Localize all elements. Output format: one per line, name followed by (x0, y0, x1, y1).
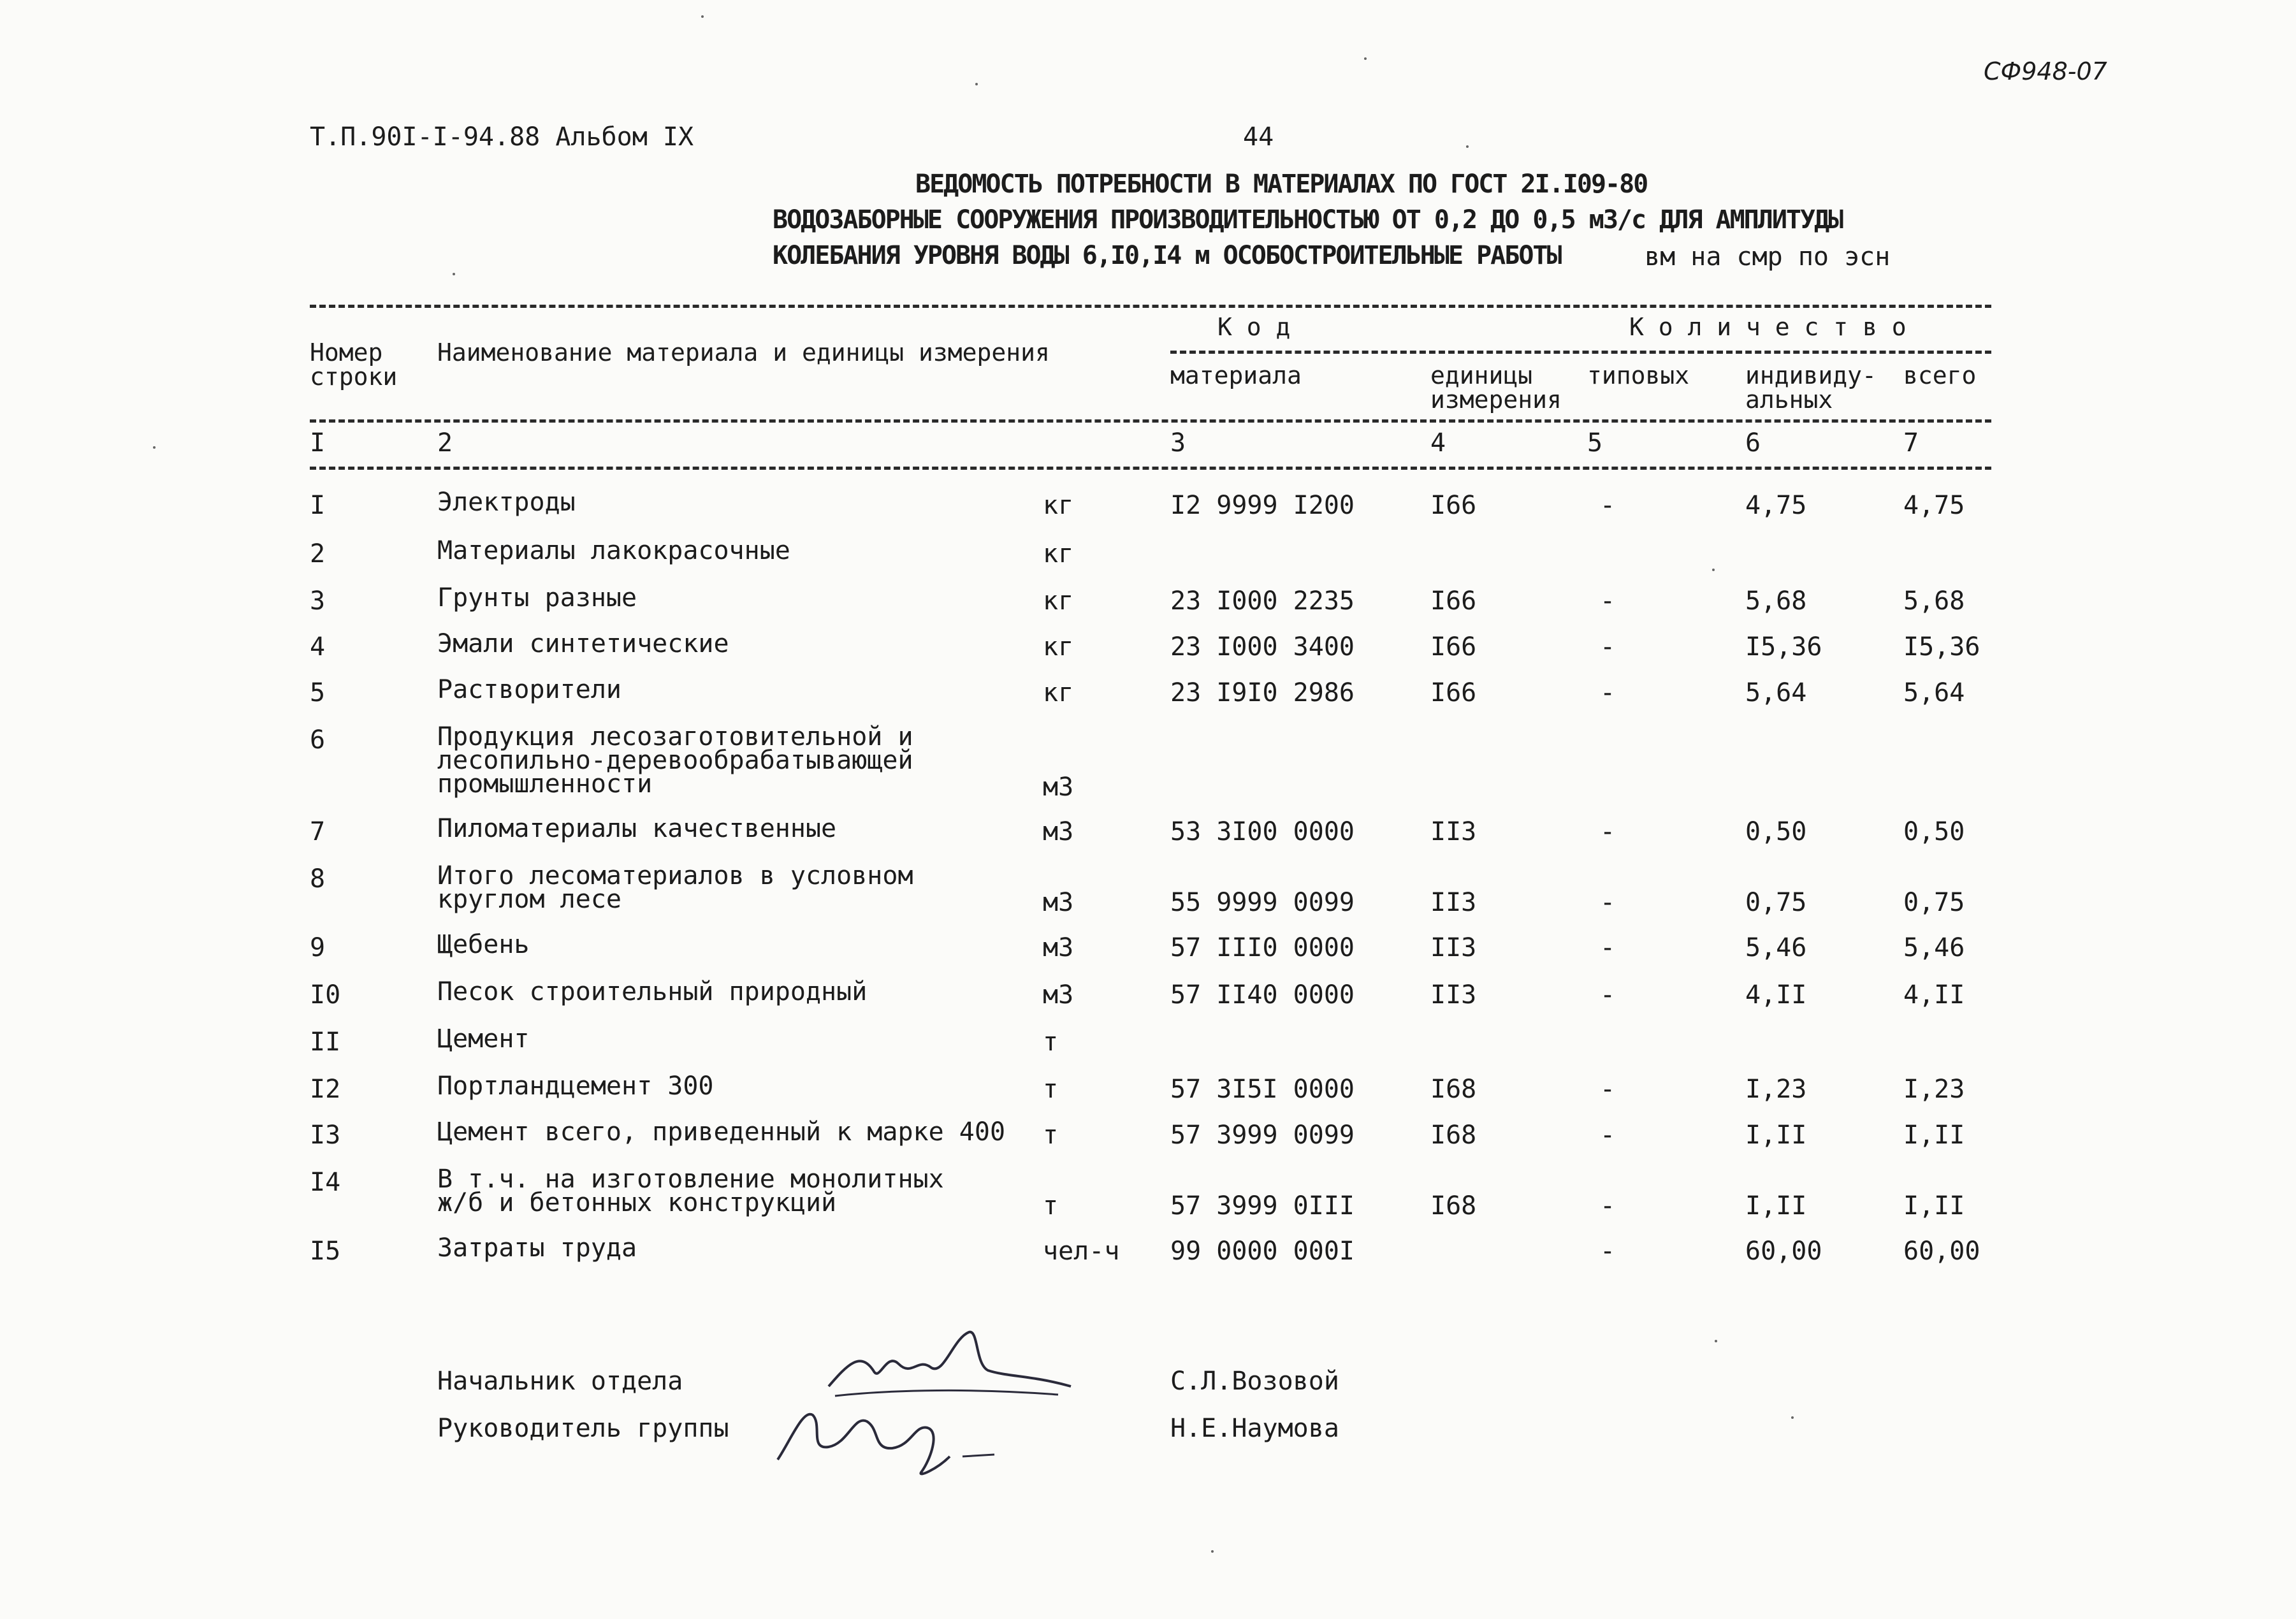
material-code: 57 3999 0III (1170, 1191, 1355, 1221)
corner-code: СФ948-07 (1984, 57, 2107, 85)
qty-individual: I,II (1745, 1191, 1807, 1221)
unit: кг (1043, 491, 1074, 520)
header-code-material: материала (1170, 361, 1302, 389)
qty-individual: 5,46 (1745, 933, 1807, 962)
title-line-2: ВОДОЗАБОРНЫЕ СООРУЖЕНИЯ ПРОИЗВОДИТЕЛЬНОСТЬЮ ОТ 0,2 ДО 0,5 м3/с ДЛЯ АМПЛИТУДЫ (773, 205, 1843, 235)
unit-code: II3 (1430, 888, 1477, 917)
material-code: 23 I000 3400 (1170, 632, 1355, 662)
row-number: I (310, 491, 326, 520)
column-number-2: 2 (437, 428, 453, 458)
row-number: 5 (310, 678, 326, 708)
qty-typical: - (1600, 980, 1616, 1010)
scan-speck (1712, 569, 1715, 571)
material-name (437, 1071, 714, 1101)
qty-total: 5,68 (1903, 586, 1965, 616)
material-name (437, 583, 637, 613)
scan-speck (1715, 1340, 1717, 1342)
signature-name-2: Н.Е.Наумова (1170, 1414, 1339, 1443)
material-name-line: Электроды (437, 488, 576, 517)
document-reference: Т.П.90I-I-94.88 Альбом IX (310, 122, 694, 152)
qty-typical: - (1600, 586, 1616, 616)
scan-speck (1211, 1550, 1214, 1553)
unit: м3 (1043, 980, 1074, 1010)
qty-total: 60,00 (1903, 1237, 1980, 1266)
material-name (437, 930, 530, 959)
material-name (437, 861, 913, 914)
scan-speck (1791, 1416, 1794, 1419)
qty-typical: - (1600, 632, 1616, 662)
unit: чел-ч (1043, 1237, 1120, 1266)
qty-individual: I,II (1745, 1121, 1807, 1150)
row-number: 3 (310, 586, 326, 616)
qty-individual: 5,68 (1745, 586, 1807, 616)
scan-speck (701, 15, 704, 18)
material-name (437, 1117, 1006, 1147)
qty-individual: 4,II (1745, 980, 1807, 1010)
material-name-line: ж/б и бетонных конструкций (437, 1188, 837, 1217)
title-line-3: КОЛЕБАНИЯ УРОВНЯ ВОДЫ 6,I0,I4 м ОСОБОСТРОИТЕЛЬНЫЕ РАБОТЫ (773, 241, 1561, 270)
column-number-4: 4 (1430, 428, 1446, 458)
unit: т (1043, 1121, 1059, 1150)
material-code: 57 3I5I 0000 (1170, 1075, 1355, 1104)
qty-individual: 0,50 (1745, 817, 1807, 846)
material-name-line: Портландцемент 300 (437, 1071, 714, 1101)
material-name-line: Итого лесоматериалов в условном (437, 861, 913, 890)
unit: кг (1043, 539, 1074, 569)
unit-code: II3 (1430, 933, 1477, 962)
row-number: II (310, 1027, 341, 1057)
material-name-line: лесопильно-деревообрабатывающей (437, 746, 913, 775)
material-name-line: В т.ч. на изготовление монолитных (437, 1165, 944, 1194)
header-code: К о д (1217, 313, 1291, 341)
handwritten-signature-2 (765, 1390, 1007, 1479)
material-name-line: Щебень (437, 930, 530, 959)
material-name (437, 814, 837, 843)
qty-individual: 60,00 (1745, 1237, 1822, 1266)
qty-individual: 0,75 (1745, 888, 1807, 917)
material-name (437, 1024, 530, 1054)
unit: кг (1043, 586, 1074, 616)
unit-code: II3 (1430, 980, 1477, 1010)
qty-total: 4,II (1903, 980, 1965, 1010)
scan-speck (1364, 57, 1367, 60)
material-code: 55 9999 0099 (1170, 888, 1355, 917)
header-row-number: Номер строки (310, 338, 398, 391)
title-note: вм на смр по эсн (1645, 242, 1891, 272)
column-number-6: 6 (1745, 428, 1761, 458)
column-number-7: 7 (1903, 428, 1919, 458)
material-name-line: Эмали синтетические (437, 629, 729, 658)
qty-typical: - (1600, 817, 1616, 846)
material-code: 23 I9I0 2986 (1170, 678, 1355, 708)
qty-total: 0,75 (1903, 888, 1965, 917)
header-individual: индивиду- альных (1745, 361, 1877, 414)
qty-individual: 4,75 (1745, 491, 1807, 520)
material-code: 57 III0 0000 (1170, 933, 1355, 962)
material-code: 99 0000 000I (1170, 1237, 1355, 1266)
unit: м3 (1043, 888, 1074, 917)
unit: кг (1043, 632, 1074, 662)
qty-typical: - (1600, 933, 1616, 962)
material-name-line: Растворители (437, 675, 621, 704)
unit-code: I66 (1430, 491, 1477, 520)
code-subheader-rule (1170, 351, 1991, 354)
qty-typical: - (1600, 1121, 1616, 1150)
row-number: 6 (310, 725, 326, 755)
material-code: 23 I000 2235 (1170, 586, 1355, 616)
unit-code: II3 (1430, 817, 1477, 846)
material-name (437, 1165, 944, 1217)
scan-speck (1466, 145, 1469, 148)
unit: кг (1043, 678, 1074, 708)
material-name-line: Песок строительный природный (437, 977, 868, 1006)
qty-typical: - (1600, 1191, 1616, 1221)
row-number: I3 (310, 1121, 341, 1150)
row-number: I5 (310, 1237, 341, 1266)
qty-total: 5,46 (1903, 933, 1965, 962)
qty-individual: 5,64 (1745, 678, 1807, 708)
unit-code: I68 (1430, 1075, 1477, 1104)
material-name (437, 488, 576, 517)
signature-role-2: Руководитель группы (437, 1414, 729, 1443)
unit: т (1043, 1191, 1059, 1221)
qty-typical: - (1600, 1075, 1616, 1104)
qty-total: I,II (1903, 1191, 1965, 1221)
qty-total: 4,75 (1903, 491, 1965, 520)
header-bottom-rule (310, 419, 1991, 423)
header-typical: типовых (1587, 361, 1690, 389)
row-number: 9 (310, 933, 326, 962)
header-total: всего (1903, 361, 1977, 389)
qty-typical: - (1600, 1237, 1616, 1266)
column-numbers-rule (310, 467, 1991, 470)
qty-typical: - (1600, 491, 1616, 520)
material-name (437, 722, 913, 799)
row-number: 7 (310, 817, 326, 846)
material-name (437, 977, 868, 1006)
unit-code: I68 (1430, 1191, 1477, 1221)
material-name-line: Затраты труда (437, 1233, 637, 1263)
row-number: I4 (310, 1168, 341, 1197)
row-number: 2 (310, 539, 326, 569)
material-name-line: Цемент (437, 1024, 530, 1054)
material-name (437, 1233, 637, 1263)
material-name-line: Пиломатериалы качественные (437, 814, 837, 843)
scan-speck (153, 446, 156, 449)
unit: м3 (1043, 773, 1074, 802)
material-name-line: Грунты разные (437, 583, 637, 613)
unit: м3 (1043, 933, 1074, 962)
header-code-unit: единицы измерения (1430, 361, 1562, 414)
qty-total: 0,50 (1903, 817, 1965, 846)
unit: т (1043, 1075, 1059, 1104)
qty-total: I,II (1903, 1121, 1965, 1150)
qty-typical: - (1600, 888, 1616, 917)
scan-speck (975, 83, 978, 85)
unit-code: I68 (1430, 1121, 1477, 1150)
header-material-name: Наименование материала и единицы измерения (437, 338, 1050, 367)
qty-total: I,23 (1903, 1075, 1965, 1104)
material-code: 57 3999 0099 (1170, 1121, 1355, 1150)
qty-total: I5,36 (1903, 632, 1980, 662)
qty-individual: I5,36 (1745, 632, 1822, 662)
material-code: 53 3I00 0000 (1170, 817, 1355, 846)
column-number-5: 5 (1587, 428, 1603, 458)
signature-name-1: С.Л.Возовой (1170, 1367, 1339, 1396)
row-number: I2 (310, 1075, 341, 1104)
row-number: 8 (310, 864, 326, 894)
material-name (437, 536, 790, 565)
material-name-line: Материалы лакокрасочные (437, 536, 790, 565)
qty-individual: I,23 (1745, 1075, 1807, 1104)
row-number: I0 (310, 980, 341, 1010)
column-number-3: 3 (1170, 428, 1186, 458)
unit-code: I66 (1430, 632, 1477, 662)
row-number: 4 (310, 632, 326, 662)
qty-typical: - (1600, 678, 1616, 708)
page-number: 44 (1243, 122, 1274, 152)
material-name (437, 675, 621, 704)
material-code: I2 9999 I200 (1170, 491, 1355, 520)
material-name-line: Цемент всего, приведенный к марке 400 (437, 1117, 1006, 1147)
unit: м3 (1043, 817, 1074, 846)
material-name-line: Продукция лесозаготовительной и (437, 722, 913, 751)
unit-code: I66 (1430, 586, 1477, 616)
qty-total: 5,64 (1903, 678, 1965, 708)
column-number-1: I (310, 428, 326, 458)
unit-code: I66 (1430, 678, 1477, 708)
material-name-line: промышленности (437, 769, 653, 799)
signature-role-1: Начальник отдела (437, 1367, 683, 1396)
title-line-1: ВЕДОМОСТЬ ПОТРЕБНОСТИ В МАТЕРИАЛАХ ПО ГОСТ 2I.I09-80 (915, 170, 1648, 199)
material-code: 57 II40 0000 (1170, 980, 1355, 1010)
header-quantity: К о л и ч е с т в о (1629, 313, 1907, 341)
material-name (437, 629, 729, 658)
material-name-line: круглом лесе (437, 885, 621, 914)
table-top-rule (310, 305, 1991, 308)
unit: т (1043, 1027, 1059, 1057)
scan-speck (453, 273, 455, 275)
